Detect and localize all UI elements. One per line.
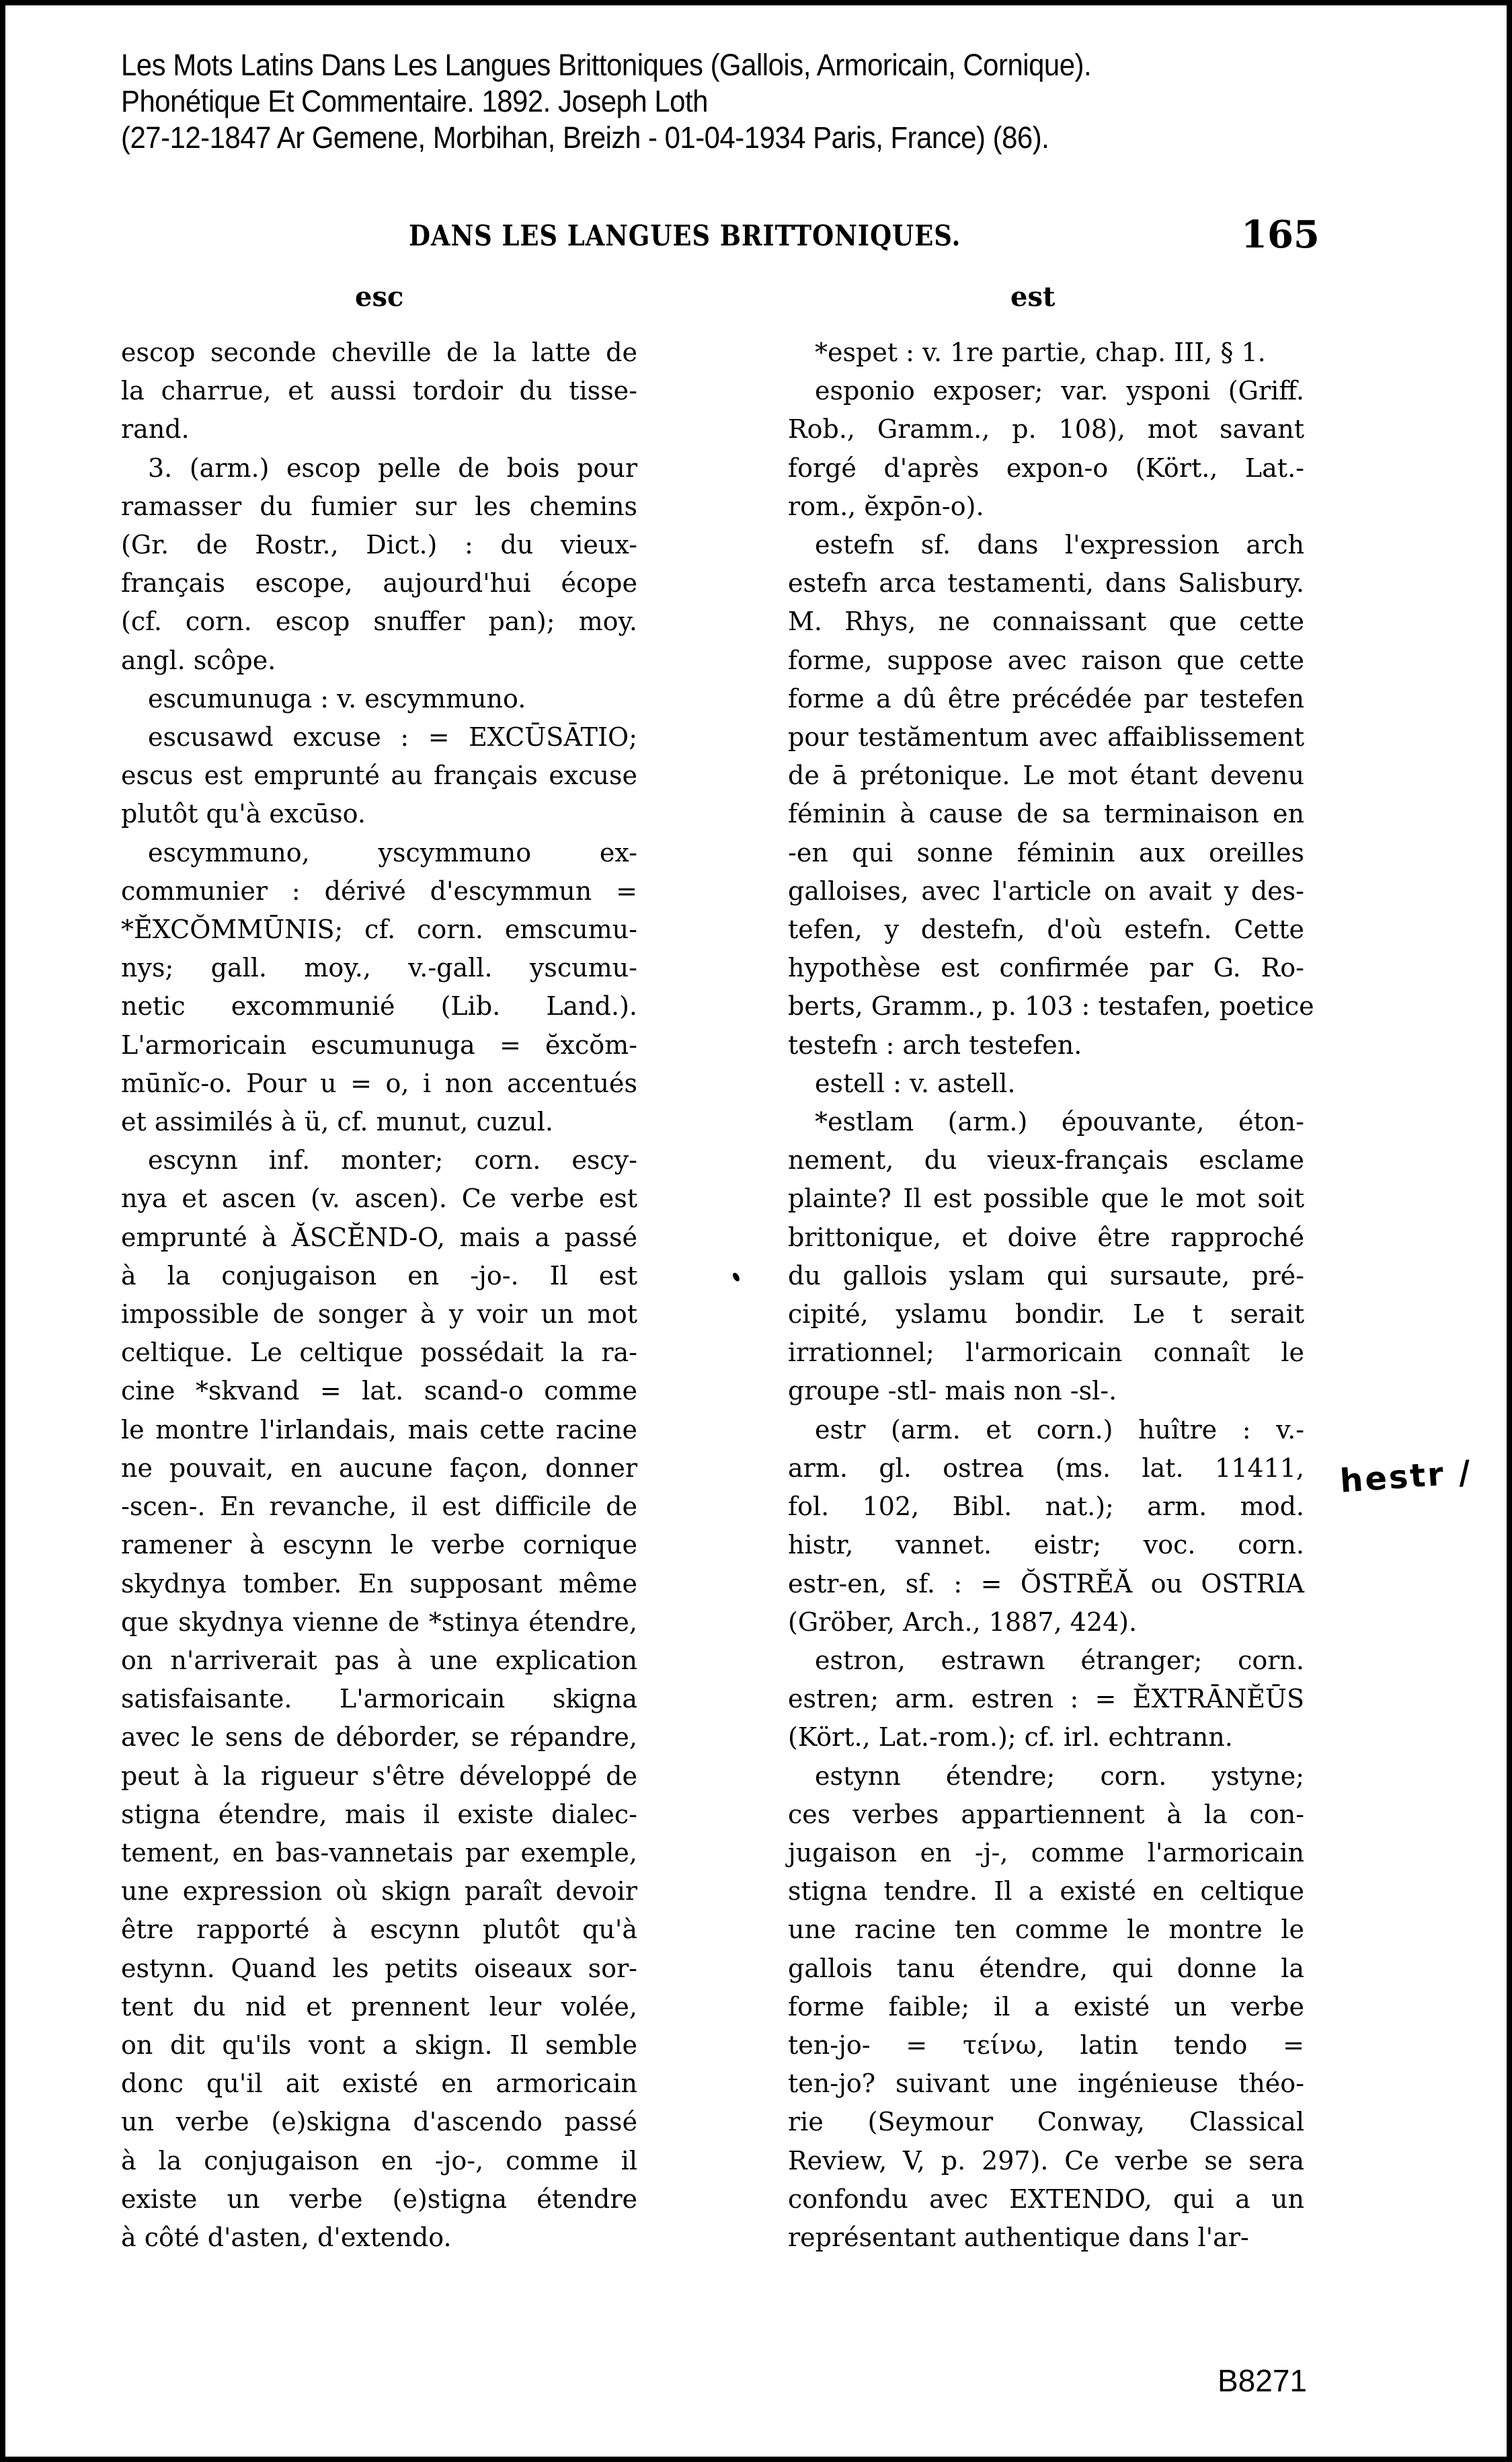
text-line: ramener à escynn le verbe cornique [121,1530,637,1560]
text-line: forme a dû être précédée par testefen [788,683,1304,714]
text-line: estron, estrawn étranger; corn. [815,1645,1304,1675]
text-line: ne pouvait, en aucune façon, donner [121,1453,637,1483]
text-line: mūnĭc-o. Pour u = o, i non accentués [121,1068,637,1098]
text-line: *ĔXCŎMMŪNIS; cf. corn. emscumu- [121,915,637,945]
text-line: escop seconde cheville de la latte de [121,338,637,367]
text-line: tefen, y destefn, d'où estefn. Cette [788,915,1304,945]
stray-ink-mark [731,1272,741,1282]
text-line: *espet : v. 1re partie, chap. III, § 1. [815,338,1266,367]
handwritten-annotation: hestr / [1339,1453,1474,1500]
text-line: groupe -stl- mais non -sl-. [788,1376,1117,1406]
text-line: brittonique, et doive être rapproché [788,1222,1304,1252]
citation-line-1: Les Mots Latins Dans Les Langues Brittoniques (Gallois, Armoricain, Cornique). [121,48,1092,82]
text-line: donc qu'il ait existé en armoricain [121,2069,637,2099]
left-guide-word: esc [355,281,404,313]
text-line: forme, suppose avec raison que cette [788,645,1304,675]
text-line: cipité, yslamu bondir. Le t serait [788,1299,1304,1330]
text-line: à côté d'asten, d'extendo. [121,2222,452,2252]
text-line: skydnya tomber. En supposant même [121,1568,637,1599]
text-line: emprunté à ĂSCĔND-O, mais a passé [121,1222,637,1252]
text-line: escynn inf. monter; corn. escy- [148,1145,637,1176]
text-line: fol. 102, Bibl. nat.); arm. mod. [788,1492,1304,1522]
text-line: tent du nid et prennent leur volée, [121,1991,637,2022]
text-line: galloises, avec l'article on avait y des- [788,876,1304,906]
text-line: stigna étendre, mais il existe dialec- [121,1799,637,1829]
text-line: testefn : arch testefen. [788,1030,1082,1060]
citation-line-3: (27-12-1847 Ar Gemene, Morbihan, Breizh - 01-04-1934 Paris, France) (86). [121,120,1049,155]
text-line: Rob., Gramm., p. 108), mot savant [788,414,1304,445]
text-line: une expression où skign paraît devoir [121,1876,637,1907]
text-line: satisfaisante. L'armoricain skigna [121,1684,637,1714]
text-line: ten-jo- = τείνω, latin tendo = [788,2030,1304,2060]
text-line: on dit qu'ils vont a skign. Il semble [121,2030,637,2060]
scanned-page [5,5,1507,2457]
text-line: tement, en bas-vannetais par exemple, [121,1837,637,1868]
text-line: histr, vannet. eistr; voc. corn. [788,1530,1304,1560]
text-line: escus est emprunté au français excuse [121,761,637,791]
text-line: peut à la rigueur s'être développé de [121,1761,637,1791]
text-line: estynn étendre; corn. ystyne; [815,1761,1304,1791]
text-line: escymmuno, yscymmuno ex- [148,837,637,868]
text-line: berts, Gramm., p. 103 : testafen, poetice [788,991,1314,1022]
text-line: ten-jo? suivant une ingénieuse théo- [788,2069,1304,2099]
text-line: à la conjugaison en -jo-. Il est [121,1260,637,1291]
text-line: communier : dérivé d'escymmun = [121,876,637,906]
text-line: avec le sens de déborder, se répandre, [121,1722,637,1753]
page-number: 165 [1241,213,1320,257]
text-line: on n'arriverait pas à une explication [121,1645,637,1675]
text-line: estynn. Quand les petits oiseaux sor- [121,1953,637,1983]
text-line: (Gröber, Arch., 1887, 424). [788,1607,1138,1637]
book-citation-banner [121,47,1246,156]
text-line: irrationnel; l'armoricain connaît le [788,1338,1304,1368]
text-line: que skydnya vienne de *stinya étendre, [121,1607,637,1637]
text-line: une racine ten comme le montre le [788,1915,1304,1945]
catalog-id: B8271 [1218,2363,1308,2398]
text-line: confondu avec EXTENDO, qui a un [788,2184,1304,2214]
text-line: estr-en, sf. : = ŎSTRĔĂ ou OSTRIA [788,1568,1304,1599]
text-line: existe un verbe (e)stigna étendre [121,2184,637,2214]
text-line: être rapporté à escynn plutôt qu'à [121,1915,637,1945]
text-line: stigna tendre. Il a existé en celtique [788,1876,1304,1907]
text-line: féminin à cause de sa terminaison en [788,799,1304,829]
text-line: forme faible; il a existé un verbe [788,1991,1304,2022]
right-guide-word: est [1010,281,1056,313]
text-line: nya et ascen (v. ascen). Ce verbe est [121,1184,637,1214]
text-line: Review, V, p. 297). Ce verbe se sera [788,2145,1304,2176]
text-line: rand. [121,414,190,445]
text-line: estr (arm. et corn.) huître : v.- [815,1414,1304,1445]
text-line: rie (Seymour Conway, Classical [788,2107,1304,2137]
text-line: arm. gl. ostrea (ms. lat. 11411, [788,1453,1304,1483]
text-line: nement, du vieux-français esclame [788,1145,1304,1176]
text-line: nys; gall. moy., v.-gall. yscumu- [121,953,637,983]
text-line: cine *skvand = lat. scand-o comme [121,1376,637,1406]
text-line: gallois tanu étendre, qui donne la [788,1953,1304,1983]
text-line: un verbe (e)skigna d'ascendo passé [121,2107,637,2137]
text-line: forgé d'après expon-o (Kört., Lat.- [788,453,1304,483]
text-line: plainte? Il est possible que le mot soit [788,1184,1304,1214]
text-line: esponio exposer; var. ysponi (Griff. [815,376,1304,406]
text-line: impossible de songer à y voir un mot [121,1299,637,1330]
text-line: escumunuga : v. escymmuno. [148,683,526,714]
text-line: (Kört., Lat.-rom.); cf. irl. echtrann. [788,1722,1233,1753]
text-line: estefn sf. dans l'expression arch [815,530,1304,560]
text-line: angl. scôpe. [121,645,276,675]
text-line: -scen-. En revanche, il est difficile de [121,1492,637,1522]
text-line: M. Rhys, ne connaissant que cette [788,607,1304,637]
text-line: estren; arm. estren : = ĔXTRĀNĔŪS [788,1684,1304,1714]
text-line: netic excommunié (Lib. Land.). [121,991,637,1022]
text-line: de ā prétonique. Le mot étant devenu [788,761,1304,791]
text-line: la charrue, et aussi tordoir du tisse- [121,376,637,406]
text-line: plutôt qu'à excūso. [121,799,366,829]
text-line: *estlam (arm.) épouvante, éton- [815,1107,1304,1137]
text-line: pour testămentum avec affaiblissement [788,722,1304,753]
text-line: et assimilés à ü, cf. munut, cuzul. [121,1107,553,1137]
text-line: estell : v. astell. [815,1068,1016,1098]
text-line: escusawd excuse : = EXCŪSĀTIO; [148,722,637,753]
right-column [788,334,1314,2257]
text-line: hypothèse est confirmée par G. Ro- [788,953,1304,983]
text-line: à la conjugaison en -jo-, comme il [121,2145,637,2176]
text-line: du gallois yslam qui sursaute, pré- [788,1260,1304,1291]
text-line: français escope, aujourd'hui écope [121,568,637,599]
citation-line-2: Phonétique Et Commentaire. 1892. Joseph Loth [121,84,708,118]
text-line: (cf. corn. escop snuffer pan); moy. [121,607,637,637]
left-column [121,334,637,2257]
text-line: L'armoricain escumunuga = ĕxcŏm- [121,1030,637,1060]
text-line: ces verbes appartiennent à la con- [788,1799,1304,1829]
text-line: -en qui sonne féminin aux oreilles [788,837,1304,868]
text-line: (Gr. de Rostr., Dict.) : du vieux- [121,530,637,560]
running-head: DANS LES LANGUES BRITTONIQUES. [409,219,961,252]
text-line: celtique. Le celtique possédait la ra- [121,1338,637,1368]
text-line: jugaison en -j-, comme l'armoricain [788,1837,1304,1868]
text-line: le montre l'irlandais, mais cette racine [121,1414,637,1445]
text-line: estefn arca testamenti, dans Salisbury. [788,568,1304,599]
text-line: rom., ĕxpōn-o). [788,491,984,521]
text-line: ramasser du fumier sur les chemins [121,491,637,521]
text-line: représentant authentique dans l'ar- [788,2222,1249,2252]
text-line: 3. (arm.) escop pelle de bois pour [148,453,637,483]
